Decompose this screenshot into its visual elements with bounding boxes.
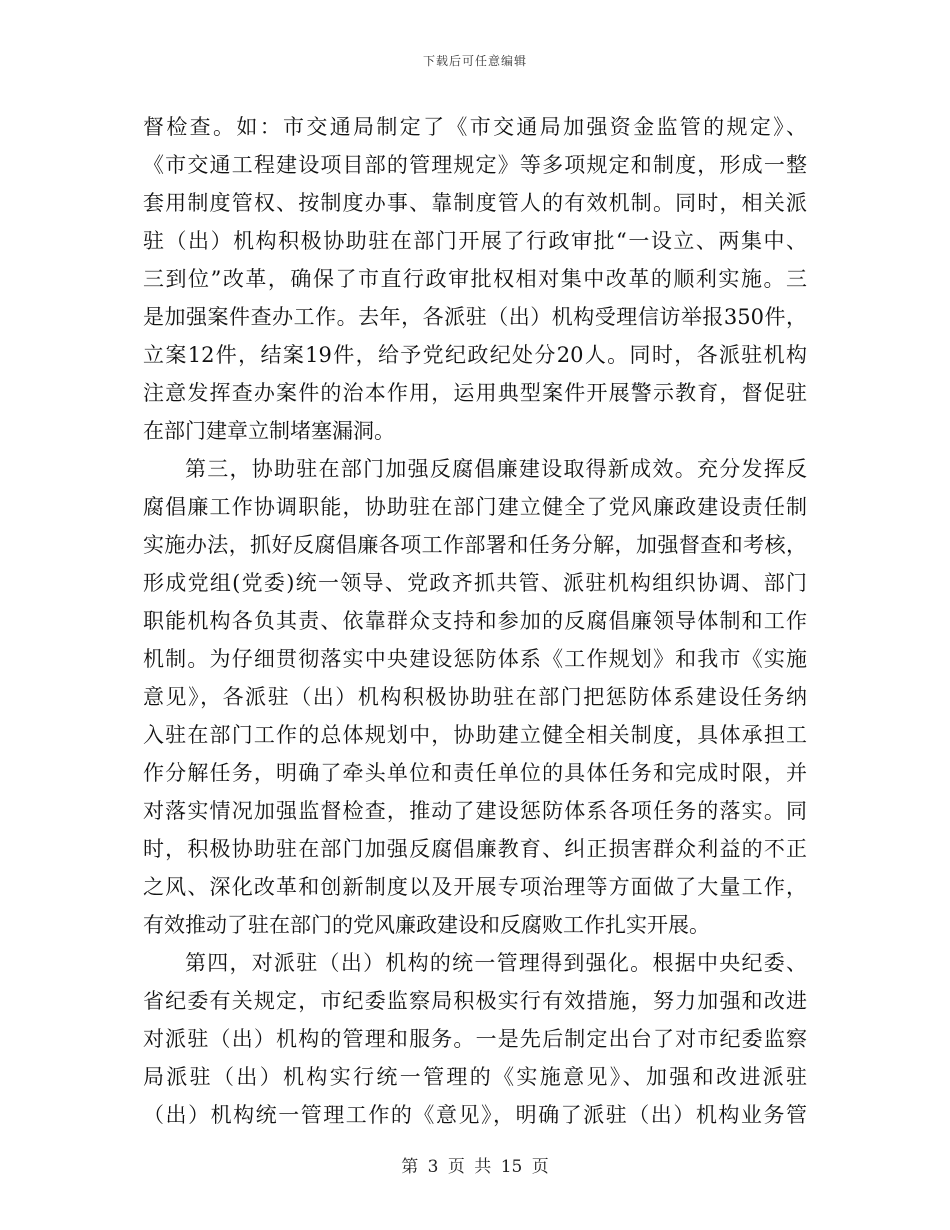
text-line: 督检查。如：市交通局制定了《市交通局加强资金监管的规定》、 (143, 115, 807, 139)
paragraph-start-line: 第四，对派驻（出）机构的统一管理得到强化。根据中央纪委、 (185, 951, 807, 975)
text-line: 时，积极协助驻在部门加强反腐倡廉教育、纠正损害群众利益的不正 (143, 837, 807, 861)
text-line: 职能机构各负其责、依靠群众支持和参加的反腐倡廉领导体制和工作 (143, 609, 807, 633)
paragraph-end-line: 在部门建章立制堵塞漏洞。 (143, 419, 395, 443)
text-line: 《市交通工程建设项目部的管理规定》等多项规定和制度，形成一整 (143, 153, 807, 177)
text-line: 实施办法，抓好反腐倡廉各项工作部署和任务分解，加强督查和考核， (143, 533, 807, 557)
text-line: 立案12件，结案19件，给予党纪政纪处分20人。同时，各派驻机构 (143, 343, 807, 367)
text-line: 机制。为仔细贯彻落实中央建设惩防体系《工作规划》和我市《实施 (143, 647, 807, 671)
text-line: 局派驻（出）机构实行统一管理的《实施意见》、加强和改进派驻 (143, 1065, 807, 1089)
text-line: 作分解任务，明确了牵头单位和责任单位的具体任务和完成时限，并 (143, 761, 807, 785)
text-line: 套用制度管权、按制度办事、靠制度管人的有效机制。同时，相关派 (143, 191, 807, 215)
document-body (143, 108, 807, 1134)
text-line: 对派驻（出）机构的管理和服务。一是先后制定出台了对市纪委监察 (143, 1027, 807, 1051)
text-line: （出）机构统一管理工作的《意见》，明确了派驻（出）机构业务管 (143, 1103, 807, 1127)
text-line: 三到位”改革，确保了市直行政审批权相对集中改革的顺利实施。三 (143, 267, 807, 291)
text-line: 之风、深化改革和创新制度以及开展专项治理等方面做了大量工作， (143, 875, 807, 899)
text-line: 腐倡廉工作协调职能，协助驻在部门建立健全了党风廉政建设责任制 (143, 495, 807, 519)
text-line: 入驻在部门工作的总体规划中，协助建立健全相关制度，具体承担工 (143, 723, 807, 747)
page-number-footer: 第 3 页 共 15 页 (401, 1157, 549, 1177)
paragraph-start-line: 第三，协助驻在部门加强反腐倡廉建设取得新成效。充分发挥反 (185, 457, 807, 481)
text-line: 是加强案件查办工作。去年，各派驻（出）机构受理信访举报350件， (143, 305, 807, 329)
text-line: 注意发挥查办案件的治本作用，运用典型案件开展警示教育，督促驻 (143, 381, 807, 405)
text-line: 省纪委有关规定，市纪委监察局积极实行有效措施，努力加强和改进 (143, 989, 807, 1013)
text-line: 驻（出）机构积极协助驻在部门开展了行政审批“一设立、两集中、 (143, 229, 807, 253)
page-header: 下载后可任意编辑 (422, 54, 527, 68)
text-line: 意见》，各派驻（出）机构积极协助驻在部门把惩防体系建设任务纳 (143, 685, 807, 709)
text-line: 对落实情况加强监督检查，推动了建设惩防体系各项任务的落实。同 (143, 799, 807, 823)
paragraph-end-line: 有效推动了驻在部门的党风廉政建设和反腐败工作扎实开展。 (143, 913, 710, 937)
text-line: 形成党组(党委)统一领导、党政齐抓共管、派驻机构组织协调、部门 (143, 571, 807, 595)
